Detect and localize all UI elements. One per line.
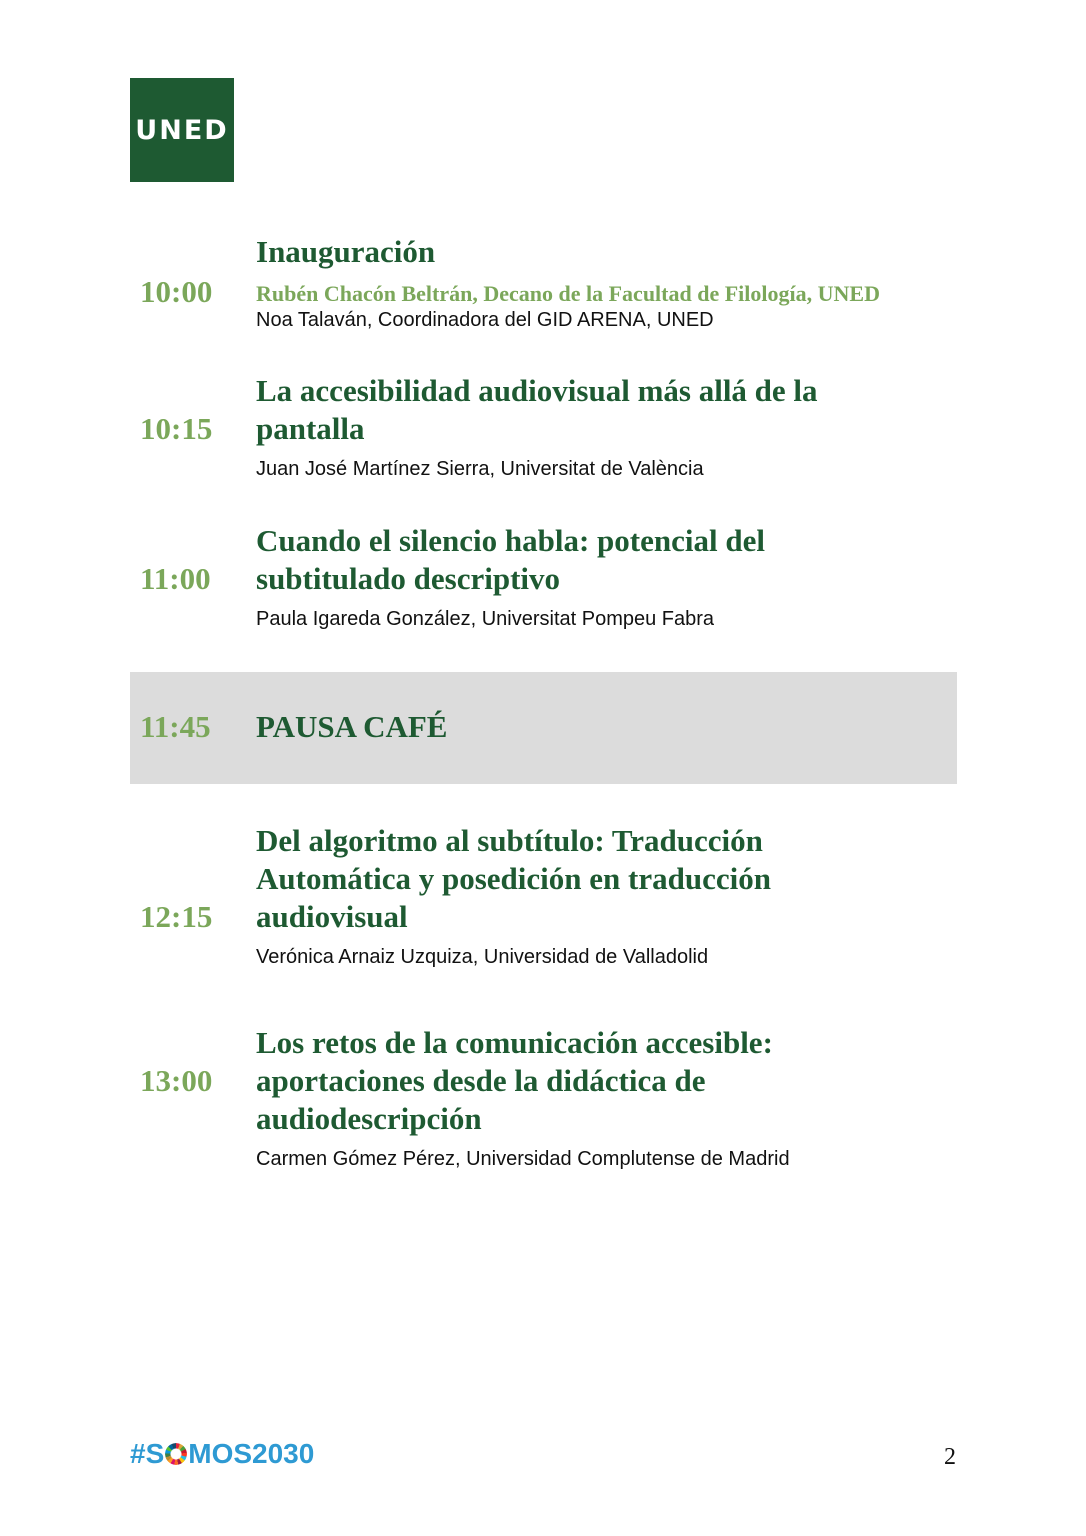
session-time: 13:00 [140, 1063, 213, 1098]
session-title-line: Del algoritmo al subtítulo: Traducción [256, 823, 763, 858]
session-time: 10:15 [140, 411, 213, 446]
session-title-line: La accesibilidad audiovisual más allá de la [256, 373, 818, 408]
session-body [256, 708, 956, 746]
session-speaker: Noa Talaván, Coordinadora del GID ARENA, UNED [256, 309, 714, 331]
session-body [256, 1024, 956, 1172]
session-title-line: audiovisual [256, 899, 408, 934]
session-title-line: aportaciones desde la didáctica de [256, 1063, 706, 1098]
somos2030-hashtag [130, 1438, 314, 1470]
session-speaker: Juan José Martínez Sierra, Universitat de València [256, 458, 704, 480]
session-time: 11:45 [140, 709, 211, 744]
sdg-wheel-icon [165, 1443, 187, 1465]
session-body [256, 372, 956, 482]
session-title-line: audiodescripción [256, 1101, 482, 1136]
session-speaker: Verónica Arnaiz Uzquiza, Universidad de Valladolid [256, 946, 709, 968]
session-body [256, 822, 956, 970]
session-title-line: Los retos de la comunicación accesible: [256, 1025, 773, 1060]
session-body [256, 522, 956, 632]
uned-logo [130, 78, 234, 182]
session-title-line: Cuando el silencio habla: potencial del [256, 523, 765, 558]
session-title-line: Automática y posedición en traducción [256, 861, 771, 896]
uned-logo-text: UNED [135, 114, 229, 146]
session-title: Inauguración [256, 234, 436, 269]
session-speaker: Paula Igareda González, Universitat Pompeu Fabra [256, 608, 715, 630]
session-title: PAUSA CAFÉ [256, 709, 448, 744]
session-speaker: Carmen Gómez Pérez, Universidad Complutense de Madrid [256, 1148, 790, 1170]
hashtag-suffix: MOS2030 [188, 1438, 315, 1469]
session-speaker-highlight: Rubén Chacón Beltrán, Decano de la Facultad de Filología, UNED [256, 281, 880, 306]
hashtag-prefix: #S [130, 1438, 165, 1469]
session-title-line: pantalla [256, 411, 365, 446]
page-number: 2 [944, 1444, 956, 1470]
session-time: 11:00 [140, 561, 211, 596]
session-time: 10:00 [140, 274, 213, 309]
session-title-line: subtitulado descriptivo [256, 561, 561, 596]
session-time: 12:15 [140, 899, 213, 934]
session-body [256, 233, 956, 333]
